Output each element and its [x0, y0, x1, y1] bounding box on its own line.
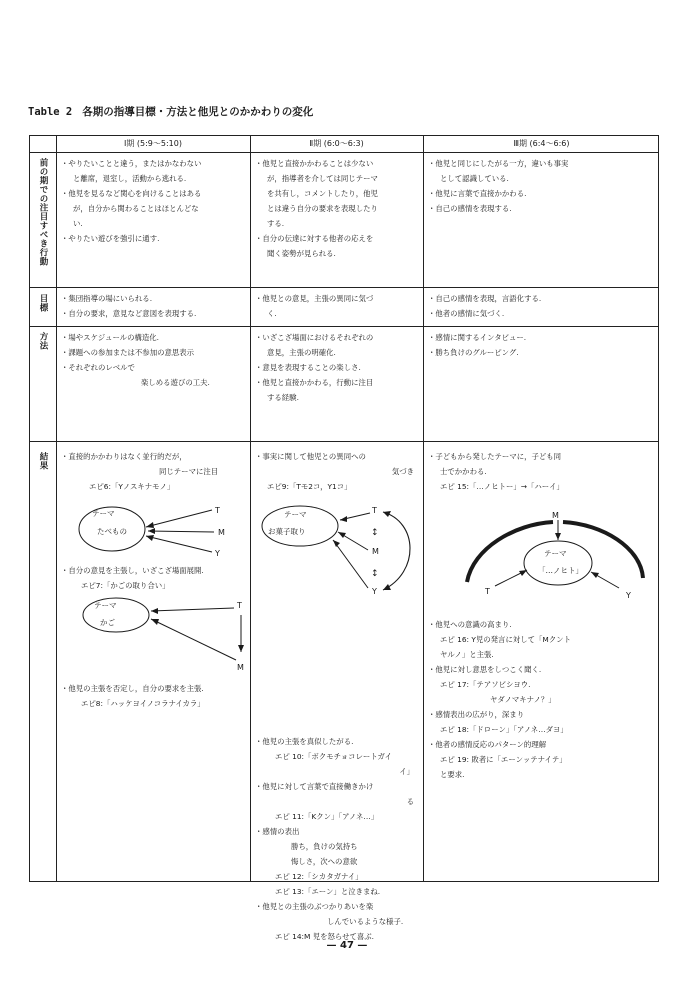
- theme-label: テーマ: [284, 510, 307, 519]
- curved-arrow: [383, 512, 410, 590]
- column-header-period-3: Ⅲ期 (6:4〜6:6): [513, 139, 570, 148]
- episode-label: エピ7:「かごの取り合い」: [81, 581, 170, 590]
- arrow-line: [151, 619, 236, 660]
- text-line: ・事実に関して他児との異同への: [255, 452, 366, 461]
- text-line: ・勝ち負けのグルーピング.: [428, 348, 519, 357]
- column-header-period-2: Ⅱ期 (6:0〜6:3): [309, 139, 364, 148]
- node-t: T: [237, 601, 242, 610]
- text-line: 悔しさ，次への意欲: [291, 857, 358, 866]
- arrow-line: [148, 531, 214, 532]
- text-line: ・集団指導の場にいられる.: [61, 294, 153, 303]
- text-line: 気づき: [391, 467, 414, 476]
- arrowhead: [146, 522, 154, 528]
- text-line: ・子どもから発したテーマに，子ども同: [428, 452, 562, 461]
- text-line: ヤダノマキナノ？」: [490, 695, 556, 704]
- text-line: ・他児に言葉で直接かかわる.: [428, 189, 527, 198]
- arrowhead: [338, 532, 346, 538]
- text-line: 意見，主張の明確化.: [267, 348, 336, 357]
- results-cell-period-2: [255, 449, 420, 494]
- arrowhead: [151, 619, 159, 625]
- text-line: ・他児と同じにしたがる一方，違いも事実: [428, 159, 569, 168]
- text-line: ・他者の感情反応のパターン的理解: [428, 740, 547, 749]
- results-cell-period-3-rest: [428, 617, 656, 782]
- text-line: ・自分の伝達に対する他者の応えを: [255, 234, 374, 243]
- text-line: ・他児を見るなど関心を向けることはある: [61, 189, 202, 198]
- episode-label: エピ 11:「Kクン」「アノネ…」: [275, 812, 379, 821]
- arrowhead: [146, 535, 154, 541]
- text-line: として認識している.: [440, 174, 509, 183]
- episode-label: エピ 12:「シカタガナイ」: [275, 872, 363, 881]
- topic-label: お菓子取り: [268, 527, 306, 536]
- text-line: ・それぞれのレベルで: [61, 363, 135, 372]
- topic-label: 「…ノヒト」: [538, 566, 583, 575]
- method-cell-period-1: [61, 330, 247, 390]
- node-m: M: [237, 663, 244, 672]
- row-label-goals: 目標: [38, 294, 48, 312]
- episode-label: エピ 19: 敗者に「エーンッテナイテ」: [440, 755, 567, 764]
- episode-label: エピ8:「ハッケヨイノコラナイカラ」: [81, 699, 205, 708]
- table-label: Table 2: [28, 106, 73, 118]
- arrow-line: [146, 510, 212, 527]
- text-line: する.: [267, 219, 285, 228]
- episode-label: エピ 10:「ボクモチョコレートガイ: [275, 752, 393, 761]
- focus-cell-period-1: [61, 156, 247, 246]
- theme-label: テーマ: [544, 549, 567, 558]
- topic-label: かご: [100, 618, 115, 627]
- method-cell-period-2: [255, 330, 420, 405]
- row-label-method: 方法: [38, 332, 48, 350]
- episode-label: エピ 18:「ドローン」「アノネ…ダヨ」: [440, 725, 568, 734]
- focus-cell-period-3: [428, 156, 656, 216]
- episode-label: エピ6:「Yノスキナモノ」: [89, 482, 175, 491]
- arrow-line: [146, 536, 212, 552]
- results-cell-period-1-end: [61, 681, 247, 711]
- episode-label: エピ9:「Tモ2コ，Y1コ」: [267, 482, 352, 491]
- text-line: ・感情に関するインタビュー.: [428, 333, 527, 342]
- text-line: が，指導者を介しては同じテーマ: [267, 174, 378, 183]
- node-y: Y: [372, 587, 377, 596]
- text-line: 同じテーマに注目: [159, 467, 219, 476]
- text-line: ・自己の感情を表現する.: [428, 204, 512, 213]
- results-cell-period-1-mid: [61, 563, 247, 593]
- focus-cell-period-2: [255, 156, 420, 261]
- interaction-diagram-food: [78, 500, 248, 562]
- column-header-period-1: Ⅰ期 (5:9〜5:10): [124, 139, 182, 148]
- goals-cell-period-1: [61, 291, 247, 321]
- text-line: ・自分の要求，意見など意図を表現する.: [61, 309, 197, 318]
- text-line: ・自己の感情を表現，言語化する.: [428, 294, 542, 303]
- node-y: Y: [626, 591, 631, 600]
- text-line: と離席，退室し，活動から逃れる.: [73, 174, 187, 183]
- text-line: ・やりたい遊びを強引に通す.: [61, 234, 160, 243]
- arrowhead: [148, 528, 155, 534]
- goals-cell-period-2: [255, 291, 420, 321]
- results-cell-period-1: [61, 449, 247, 494]
- text-line: ・課題への参加または不参加の意思表示: [61, 348, 195, 357]
- interaction-diagram-basket: [80, 594, 248, 674]
- text-line: ・場やスケジュールの構造化.: [61, 333, 159, 342]
- node-m: M: [218, 528, 225, 537]
- text-line: ・感情表出の広がり，深まり: [428, 710, 525, 719]
- text-line: ・直接的かかわりはなく並行的だが，: [61, 452, 187, 461]
- interaction-diagram-sweets: [258, 500, 423, 598]
- text-line: ・他者の感情に気づく.: [428, 309, 505, 318]
- theme-label: テーマ: [94, 601, 117, 610]
- text-line: 士でかかわる.: [440, 467, 487, 476]
- episode-label: エピ 13:「エーン」と泣きまね.: [275, 887, 381, 896]
- interaction-diagram-group: [445, 502, 655, 602]
- double-arrow: ↕: [371, 528, 379, 538]
- row-label-focus: 前の期での注目すべき行動: [38, 158, 48, 266]
- table-caption: 各期の指導目標・方法と他児とのかかわりの変化: [82, 106, 314, 118]
- table-title: [28, 104, 313, 119]
- text-line: 聞く姿勢が見られる.: [267, 249, 336, 258]
- text-line: ・他児に対し意思をしつこく聞く.: [428, 665, 542, 674]
- episode-label: エピ 16: Y児の発言に対して「Mクント: [440, 635, 571, 644]
- node-m: M: [552, 511, 559, 520]
- theme-ellipse: [524, 541, 592, 585]
- arrow-line: [151, 608, 234, 611]
- text-line: しんでいるような様子.: [327, 917, 404, 926]
- theme-label: テーマ: [92, 509, 115, 518]
- text-line: する経験.: [267, 393, 299, 402]
- text-line: とは違う自分の要求を表現したり: [267, 204, 378, 213]
- results-cell-period-2-rest: [255, 734, 420, 944]
- text-line: ・他児との意見，主張の異同に気づ: [255, 294, 374, 303]
- text-line: ・他児の主張を真似したがる.: [255, 737, 354, 746]
- text-line: が，自分から関わることはほとんどな: [73, 204, 199, 213]
- text-line: ・他児への意識の高まり.: [428, 620, 512, 629]
- text-line: ・他児との主張のぶつかりあいを楽: [255, 902, 374, 911]
- text-line: ・自分の意見を主張し，いざこざ場面展開.: [61, 566, 204, 575]
- node-t: T: [215, 506, 220, 515]
- node-t: T: [485, 587, 490, 596]
- episode-label: エピ 15:「…ノヒトー」→「ハーイ」: [440, 482, 564, 491]
- text-line: ヤルノ」と主張.: [440, 650, 494, 659]
- arrowhead: [591, 572, 599, 578]
- text-line: ・いざこざ場面におけるそれぞれの: [255, 333, 374, 342]
- text-line: イ」: [399, 767, 414, 776]
- text-line: ・やりたいことと違う，またはかなわない: [61, 159, 202, 168]
- text-line: 勝ち，負けの気持ち: [291, 842, 358, 851]
- arrowhead: [383, 584, 391, 590]
- text-line: 楽しめる遊びの工夫.: [141, 378, 210, 387]
- text-line: ・他児に対して言葉で直接働きかけ: [255, 782, 374, 791]
- text-line: ・他児と直接かかわることは少ない: [255, 159, 374, 168]
- double-arrow: ↕: [371, 569, 379, 579]
- text-line: ・意見を表現することの楽しさ.: [255, 363, 361, 372]
- text-line: ・感情の表出: [255, 827, 300, 836]
- text-line: と要求.: [440, 770, 465, 779]
- results-cell-period-3: [428, 449, 656, 494]
- arrowhead: [340, 516, 347, 522]
- text-line: い.: [73, 219, 83, 228]
- episode-label: エピ 14:M 児を怒らせて喜ぶ.: [275, 932, 375, 941]
- node-y: Y: [215, 549, 220, 558]
- text-line: く.: [267, 309, 277, 318]
- goals-cell-period-3: [428, 291, 656, 321]
- arrowhead: [555, 533, 561, 540]
- page-number: — 47 —: [326, 940, 368, 951]
- topic-label: たべもの: [97, 527, 127, 536]
- arrowhead: [238, 645, 244, 652]
- arrowhead: [333, 540, 340, 547]
- text-line: ・他児の主張を否定し，自分の要求を主張.: [61, 684, 204, 693]
- node-m: M: [372, 547, 379, 556]
- guidance-table: [29, 135, 659, 941]
- arrowhead: [151, 608, 158, 614]
- arrowhead: [519, 570, 527, 576]
- text-line: る: [406, 797, 414, 806]
- node-t: T: [372, 506, 377, 515]
- text-line: を共有し，コメントしたり，他児: [267, 189, 378, 198]
- method-cell-period-3: [428, 330, 656, 360]
- episode-label: エピ 17:「テアソビシヨウ.: [440, 680, 531, 689]
- row-label-results: 結果: [38, 452, 48, 470]
- text-line: ・他児と直接かかわる，行動に注目: [255, 378, 374, 387]
